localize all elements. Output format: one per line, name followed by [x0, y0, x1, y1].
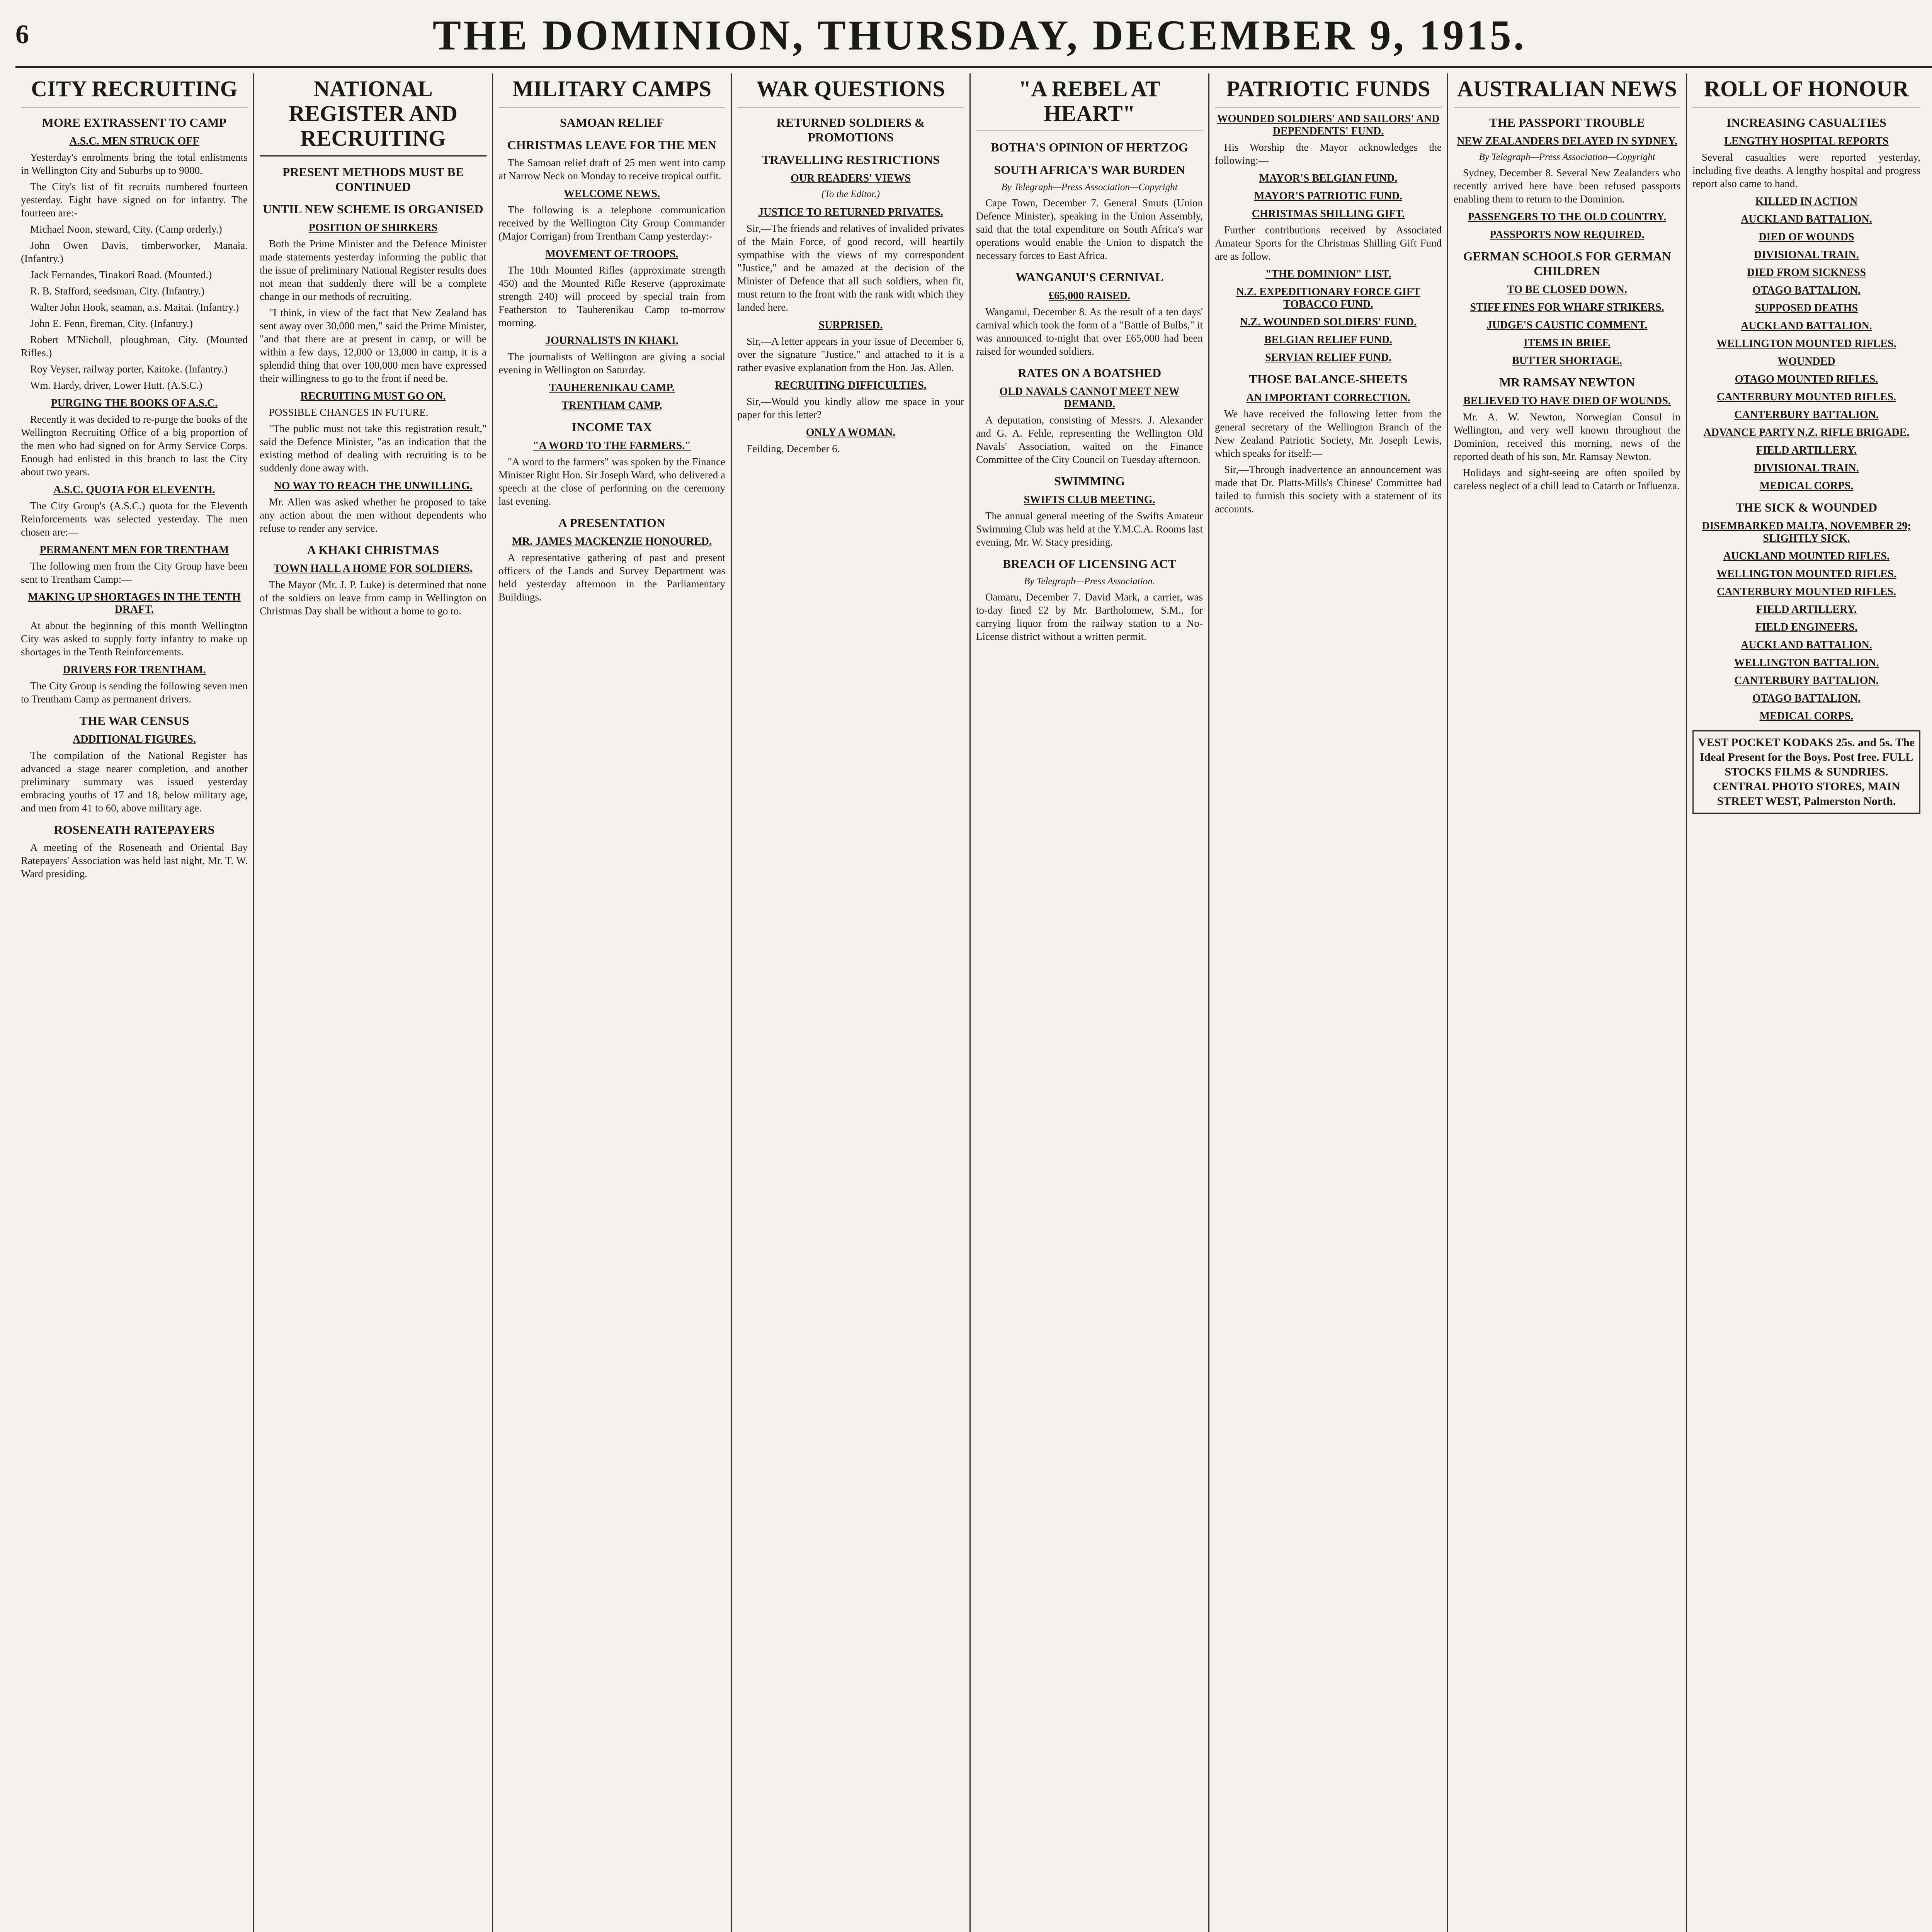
article-paragraph: Holidays and sight-seeing are often spoiled by careless neglect of a chill lead to Catarrh or Influenza.	[1454, 467, 1680, 492]
column-heading: ROLL OF HONOUR	[1692, 73, 1920, 107]
subheading: KILLED IN ACTION	[1755, 196, 1858, 207]
subheading: PERMANENT MEN FOR TRENTHAM	[39, 544, 229, 556]
news-column	[1448, 73, 1687, 1932]
section-headline: BOTHA'S OPINION OF HERTZOG	[991, 140, 1188, 154]
section-headline: THE SICK & WOUNDED	[1735, 500, 1878, 514]
article-paragraph: Walter John Hook, seaman, a.s. Maitai. (Infantry.)	[30, 301, 239, 313]
article-paragraph: Wm. Hardy, driver, Lower Hutt. (A.S.C.)	[30, 379, 202, 391]
article-paragraph: The Samoan relief draft of 25 men went into camp at Narrow Neck on Monday to receive tropical outfit.	[498, 157, 725, 182]
section-headline: CHRISTMAS LEAVE FOR THE MEN	[507, 138, 717, 152]
article-paragraph: John Owen Davis, timberworker, Manaia. (Infantry.)	[21, 240, 248, 264]
byline: (To the Editor.)	[821, 189, 880, 199]
subheading: AUCKLAND MOUNTED RIFLES.	[1723, 550, 1890, 562]
article-paragraph: Sir,—Would you kindly allow me space in your paper for this letter?	[737, 396, 964, 420]
section-headline: A KHAKI CHRISTMAS	[307, 543, 439, 557]
subheading: OLD NAVALS CANNOT MEET NEW DEMAND.	[999, 386, 1180, 410]
article-paragraph: The City's list of fit recruits numbered fourteen yesterday. Eight have signed on for infantry. The fourteen are:-	[21, 181, 248, 219]
subheading: PASSENGERS TO THE OLD COUNTRY.	[1468, 211, 1667, 223]
subheading: MOVEMENT OF TROOPS.	[545, 248, 679, 260]
subheading: MEDICAL CORPS.	[1759, 480, 1854, 492]
subheading: WELCOME NEWS.	[564, 188, 660, 200]
subheading: OTAGO BATTALION.	[1752, 692, 1861, 704]
news-column	[732, 73, 971, 1932]
article-paragraph: A representative gathering of past and present officers of the Lands and Survey Department was held yesterday afternoon in the Parliamentary Buildings.	[498, 552, 725, 603]
subheading: CANTERBURY MOUNTED RIFLES.	[1717, 391, 1896, 403]
article-paragraph: Recently it was decided to re-purge the books of the Wellington Recruiting Office of a big proportion of the men who had signed on for Army Service Corps. Enough had enlisted in this branch to last the City about two years.	[21, 413, 248, 478]
subheading: "THE DOMINION" LIST.	[1265, 268, 1391, 280]
subheading: MAYOR'S PATRIOTIC FUND.	[1254, 190, 1402, 202]
subheading: DRIVERS FOR TRENTHAM.	[63, 664, 206, 676]
section-headline: SOUTH AFRICA'S WAR BURDEN	[994, 163, 1185, 177]
section-headline: WANGANUI'S CERNIVAL	[1015, 270, 1163, 284]
article-paragraph: We have received the following letter from the general secretary of the Wellington Branch of the New Zealand Patriotic Society, Mr. Joseph Lewis, which speaks for itself:—	[1215, 408, 1442, 459]
article-paragraph: Feilding, December 6.	[747, 443, 840, 454]
article-paragraph: Wanganui, December 8. As the result of a ten days' carnival which took the form of a "Battle of Bulbs," it was announced to-night that over £65,000 had been raised for wounded soldiers.	[976, 306, 1203, 357]
article-paragraph: Michael Noon, steward, City. (Camp orderly.)	[30, 223, 222, 235]
subheading: POSITION OF SHIRKERS	[308, 222, 438, 234]
article-paragraph: Sir,—Through inadvertence an announcement was made that Dr. Platts-Mills's Chinese' Committee had failed to furnish this society with a statement of its accounts.	[1215, 464, 1442, 515]
subheading: TAUHERENIKAU CAMP.	[549, 382, 675, 394]
section-headline: INCOME TAX	[571, 420, 652, 434]
article-paragraph: POSSIBLE CHANGES IN FUTURE.	[269, 406, 429, 418]
subheading: NO WAY TO REACH THE UNWILLING.	[274, 480, 473, 492]
column-heading: "A REBEL AT HEART"	[976, 73, 1203, 132]
article-paragraph: Roy Veyser, railway porter, Kaitoke. (Infantry.)	[30, 363, 228, 375]
section-headline: SWIMMING	[1054, 474, 1125, 488]
article-paragraph: At about the beginning of this month Wellington City was asked to supply forty infantry to make up shortages in the Tenth Reinforcements.	[21, 620, 248, 658]
column-heading: PATRIOTIC FUNDS	[1215, 73, 1442, 107]
article-paragraph: The annual general meeting of the Swifts Amateur Swimming Club was held at the Y.M.C.A. Rooms last evening, Mr. W. Stacy presiding.	[976, 510, 1203, 548]
subheading: NEW ZEALANDERS DELAYED IN SYDNEY.	[1457, 135, 1677, 147]
article-paragraph: Cape Town, December 7. General Smuts (Union Defence Minister), speaking in the Union Assembly, said that the total expenditure on South Africa's war operations would enable the Union to dispatch the necessary forces to East Africa.	[976, 197, 1203, 261]
subheading: SWIFTS CLUB MEETING.	[1024, 494, 1155, 506]
section-headline: UNTIL NEW SCHEME IS ORGANISED	[263, 202, 483, 216]
subheading: TO BE CLOSED DOWN.	[1507, 284, 1627, 296]
article-paragraph: Both the Prime Minister and the Defence Minister made statements yesterday informing the public that the issue of preliminary National Register results does not mean that suddenly there will be a complete change in our methods of recruiting.	[260, 238, 486, 302]
column-container	[15, 73, 1932, 1932]
subheading: "A WORD TO THE FARMERS."	[533, 440, 691, 452]
section-headline: RATES ON A BOATSHED	[1017, 366, 1162, 380]
section-headline: ROSENEATH RATEPAYERS	[54, 823, 215, 837]
column-heading: CITY RECRUITING	[21, 73, 248, 107]
subheading: CANTERBURY BATTALION.	[1734, 675, 1879, 687]
subheading: A.S.C. QUOTA FOR ELEVENTH.	[53, 484, 215, 496]
section-headline: TRAVELLING RESTRICTIONS	[762, 153, 940, 167]
article-paragraph: A meeting of the Roseneath and Oriental Bay Ratepayers' Association was held last night, Mr. T. W. Ward presiding.	[21, 842, 248, 879]
news-column	[15, 73, 254, 1932]
article-paragraph: The Mayor (Mr. J. P. Luke) is determined that none of the soldiers on leave from camp in Wellington on Christmas Day shall be without a home to go to.	[260, 579, 486, 617]
column-heading: AUSTRALIAN NEWS	[1454, 73, 1680, 107]
subheading: RECRUITING DIFFICULTIES.	[775, 379, 927, 391]
subheading: FIELD ARTILLERY.	[1756, 444, 1857, 456]
subheading: CHRISTMAS SHILLING GIFT.	[1252, 208, 1405, 220]
subheading: DIED OF WOUNDS	[1759, 231, 1854, 243]
advertisement: VEST POCKET KODAKS 25s. and 5s. The Ideal Present for the Boys. Post free. FULL STOCKS FILMS & SUNDRIES. CENTRAL PHOTO STORES, MAIN STREET WEST, Palmerston North.	[1692, 730, 1920, 814]
article-paragraph: The 10th Mounted Rifles (approximate strength 450) and the Mounted Rifle Reserve (approximate strength 240) will proceed by special train from Featherston to Tauherenikau Camp to-morrow morning.	[498, 264, 725, 328]
subheading: CANTERBURY MOUNTED RIFLES.	[1717, 586, 1896, 598]
subheading: £65,000 RAISED.	[1049, 290, 1130, 302]
section-headline: INCREASING CASUALTIES	[1726, 116, 1887, 129]
subheading: AN IMPORTANT CORRECTION.	[1246, 392, 1410, 404]
subheading: LENGTHY HOSPITAL REPORTS	[1724, 135, 1889, 147]
article-paragraph: The following is a telephone communication received by the Wellington City Group Commander (Major Corrigan) from Trentham Camp yesterday:-	[498, 204, 725, 242]
article-paragraph: Sydney, December 8. Several New Zealanders who recently arrived here have been refused passports enabling them to return to the Dominion.	[1454, 167, 1680, 205]
subheading: DISEMBARKED MALTA, NOVEMBER 29; SLIGHTLY SICK.	[1702, 520, 1911, 544]
subheading: WOUNDED	[1777, 355, 1835, 367]
news-column	[971, 73, 1209, 1932]
subheading: SERVIAN RELIEF FUND.	[1265, 352, 1392, 364]
article-paragraph: R. B. Stafford, seedsman, City. (Infantry.)	[30, 285, 205, 297]
article-paragraph: Yesterday's enrolments bring the total enlistments in Wellington City and Suburbs up to 9000.	[21, 151, 248, 176]
subheading: PASSPORTS NOW REQUIRED.	[1490, 229, 1645, 241]
subheading: BELIEVED TO HAVE DIED OF WOUNDS.	[1463, 395, 1671, 407]
subheading: OUR READERS' VIEWS	[791, 172, 911, 184]
subheading: N.Z. EXPEDITIONARY FORCE GIFT TOBACCO FUND.	[1236, 286, 1420, 310]
subheading: WOUNDED SOLDIERS' AND SAILORS' AND DEPENDENTS' FUND.	[1217, 113, 1440, 137]
subheading: N.Z. WOUNDED SOLDIERS' FUND.	[1240, 316, 1417, 328]
subheading: ADDITIONAL FIGURES.	[73, 733, 196, 745]
subheading: CANTERBURY BATTALION.	[1734, 409, 1879, 421]
subheading: MR. JAMES MACKENZIE HONOURED.	[512, 536, 712, 548]
subheading: DIED FROM SICKNESS	[1747, 267, 1866, 279]
newspaper-title: THE DOMINION, THURSDAY, DECEMBER 9, 1915.	[432, 12, 1527, 59]
masthead	[15, 8, 1932, 68]
subheading: STIFF FINES FOR WHARF STRIKERS.	[1470, 301, 1664, 313]
article-paragraph: "A word to the farmers" was spoken by the Finance Minister Right Hon. Sir Joseph Ward, who delivered a speech at the close of performing on the ceremony last evening.	[498, 456, 725, 507]
subheading: DIVISIONAL TRAIN.	[1754, 462, 1859, 474]
subheading: ITEMS IN BRIEF.	[1523, 337, 1611, 349]
article-paragraph: The City Group's (A.S.C.) quota for the Eleventh Reinforcements was selected yesterday. The men chosen are:—	[21, 500, 248, 538]
article-paragraph: A deputation, consisting of Messrs. J. Alexander and G. A. Fehle, representing the Wellington Old Navals' Association, waited on the Finance Committee of the City Council on Tuesday afternoon.	[976, 414, 1203, 465]
section-headline: GERMAN SCHOOLS FOR GERMAN CHILDREN	[1463, 249, 1671, 278]
subheading: MAYOR'S BELGIAN FUND.	[1259, 172, 1398, 184]
section-headline: MORE EXTRASSENT TO CAMP	[42, 116, 227, 129]
article-paragraph: Mr. A. W. Newton, Norwegian Consul in Wellington, and very well known throughout the Dominion, received this morning, news of the reported death of his son, Mr. Ramsay Newton.	[1454, 411, 1680, 462]
article-paragraph: Jack Fernandes, Tinakori Road. (Mounted.)	[30, 269, 212, 281]
subheading: BELGIAN RELIEF FUND.	[1264, 334, 1393, 346]
section-headline: THOSE BALANCE-SHEETS	[1249, 372, 1408, 386]
subheading: WELLINGTON BATTALION.	[1734, 657, 1879, 669]
byline: By Telegraph—Press Association.	[1024, 576, 1155, 587]
news-column	[493, 73, 732, 1932]
subheading: A.S.C. MEN STRUCK OFF	[69, 135, 199, 147]
section-headline: MR RAMSAY NEWTON	[1499, 375, 1635, 389]
article-paragraph: "The public must not take this registration result," said the Defence Minister, "as an indication that the existing method of dealing with recruiting is to be suddenly done away with.	[260, 423, 486, 474]
section-headline: PRESENT METHODS MUST BE CONTINUED	[282, 165, 464, 194]
byline: By Telegraph—Press Association—Copyright	[1001, 182, 1178, 192]
article-paragraph: Further contributions received by Associated Amateur Sports for the Christmas Shilling Gift Fund are as follow.	[1215, 224, 1442, 262]
subheading: MAKING UP SHORTAGES IN THE TENTH DRAFT.	[28, 591, 241, 616]
news-column	[1209, 73, 1448, 1932]
subheading: ONLY A WOMAN.	[806, 427, 896, 439]
subheading: SURPRISED.	[818, 319, 883, 331]
article-paragraph: The City Group is sending the following seven men to Trentham Camp as permanent drivers.	[21, 680, 248, 705]
subheading: TOWN HALL A HOME FOR SOLDIERS.	[274, 563, 473, 575]
article-paragraph: The following men from the City Group have been sent to Trentham Camp:—	[21, 560, 248, 585]
article-paragraph: "I think, in view of the fact that New Zealand has sent away over 30,000 men," said the Prime Minister, "and that there are at present in camp, or will be within a few days, 12,000 or 13,000 in camp, it is a splendid thing that over 100,000 men have expressed their willingness to go to the front if need be.	[260, 307, 486, 384]
article-paragraph: Robert M'Nicholl, ploughman, City. (Mounted Rifles.)	[21, 334, 248, 359]
subheading: WELLINGTON MOUNTED RIFLES.	[1716, 338, 1896, 350]
subheading: BUTTER SHORTAGE.	[1512, 355, 1622, 367]
section-headline: THE WAR CENSUS	[79, 714, 189, 728]
column-heading: NATIONAL REGISTER AND RECRUITING	[260, 73, 486, 157]
news-column	[254, 73, 493, 1932]
subheading: DIVISIONAL TRAIN.	[1754, 249, 1859, 261]
subheading: WELLINGTON MOUNTED RIFLES.	[1716, 568, 1896, 580]
subheading: TRENTHAM CAMP.	[561, 400, 662, 412]
column-heading: WAR QUESTIONS	[737, 73, 964, 107]
article-paragraph: John E. Fenn, fireman, City. (Infantry.)	[30, 318, 193, 329]
subheading: AUCKLAND BATTALION.	[1741, 320, 1872, 332]
subheading: FIELD ARTILLERY.	[1756, 604, 1857, 616]
article-paragraph: Sir,—The friends and relatives of invalided privates of the Main Force, of good record, will heartily sympathise with the views of my correspondent "Justice," and be amazed at the decision of the Minister of Defence that all such soldiers, when fit, must return to the front with the rank with which they landed here.	[737, 223, 964, 313]
section-headline: A PRESENTATION	[558, 516, 666, 530]
section-headline: SAMOAN RELIEF	[560, 116, 664, 129]
subheading: SUPPOSED DEATHS	[1755, 302, 1858, 314]
subheading: OTAGO BATTALION.	[1752, 284, 1861, 296]
section-headline: THE PASSPORT TROUBLE	[1489, 116, 1645, 129]
article-paragraph: Oamaru, December 7. David Mark, a carrier, was to-day fined £2 by Mr. Bartholomew, S.M., for carrying liquor from the railway station to a No-License district without a written permit.	[976, 591, 1203, 642]
subheading: FIELD ENGINEERS.	[1755, 621, 1858, 633]
article-paragraph: Mr. Allen was asked whether he proposed to take any action about the men without dependents who refuse to render any service.	[260, 496, 486, 534]
article-paragraph: Several casualties were reported yesterday, including five deaths. A lengthy hospital and progress report also came to hand.	[1692, 151, 1920, 189]
article-paragraph: The compilation of the National Register has advanced a stage nearer completion, and another preliminary summary was issued yesterday embracing youths of 17 and 18, below military age, and men from 41 to 60, above military age.	[21, 750, 248, 814]
article-paragraph: The journalists of Wellington are giving a social evening in Wellington on Saturday.	[498, 351, 725, 376]
subheading: OTAGO MOUNTED RIFLES.	[1735, 373, 1878, 385]
subheading: JUDGE'S CAUSTIC COMMENT.	[1486, 319, 1648, 331]
byline: By Telegraph—Press Association—Copyright	[1479, 152, 1655, 162]
news-column	[1687, 73, 1926, 1932]
section-headline: RETURNED SOLDIERS & PROMOTIONS	[776, 116, 925, 144]
subheading: JOURNALISTS IN KHAKI.	[545, 335, 679, 347]
subheading: ADVANCE PARTY N.Z. RIFLE BRIGADE.	[1703, 427, 1910, 439]
subheading: AUCKLAND BATTALION.	[1741, 639, 1872, 651]
subheading: MEDICAL CORPS.	[1759, 710, 1854, 722]
subheading: RECRUITING MUST GO ON.	[300, 390, 446, 402]
article-paragraph: His Worship the Mayor acknowledges the following:—	[1215, 141, 1442, 166]
subheading: PURGING THE BOOKS OF A.S.C.	[51, 397, 218, 409]
subheading: JUSTICE TO RETURNED PRIVATES.	[758, 206, 943, 218]
page-number: 6	[15, 20, 29, 49]
column-heading: MILITARY CAMPS	[498, 73, 725, 107]
subheading: AUCKLAND BATTALION.	[1741, 213, 1872, 225]
section-headline: BREACH OF LICENSING ACT	[1002, 557, 1177, 571]
article-paragraph: Sir,—A letter appears in your issue of December 6, over the signature "Justice," and attached to it is a rather evasive explanation from the Hon. Jas. Allen.	[737, 335, 964, 373]
